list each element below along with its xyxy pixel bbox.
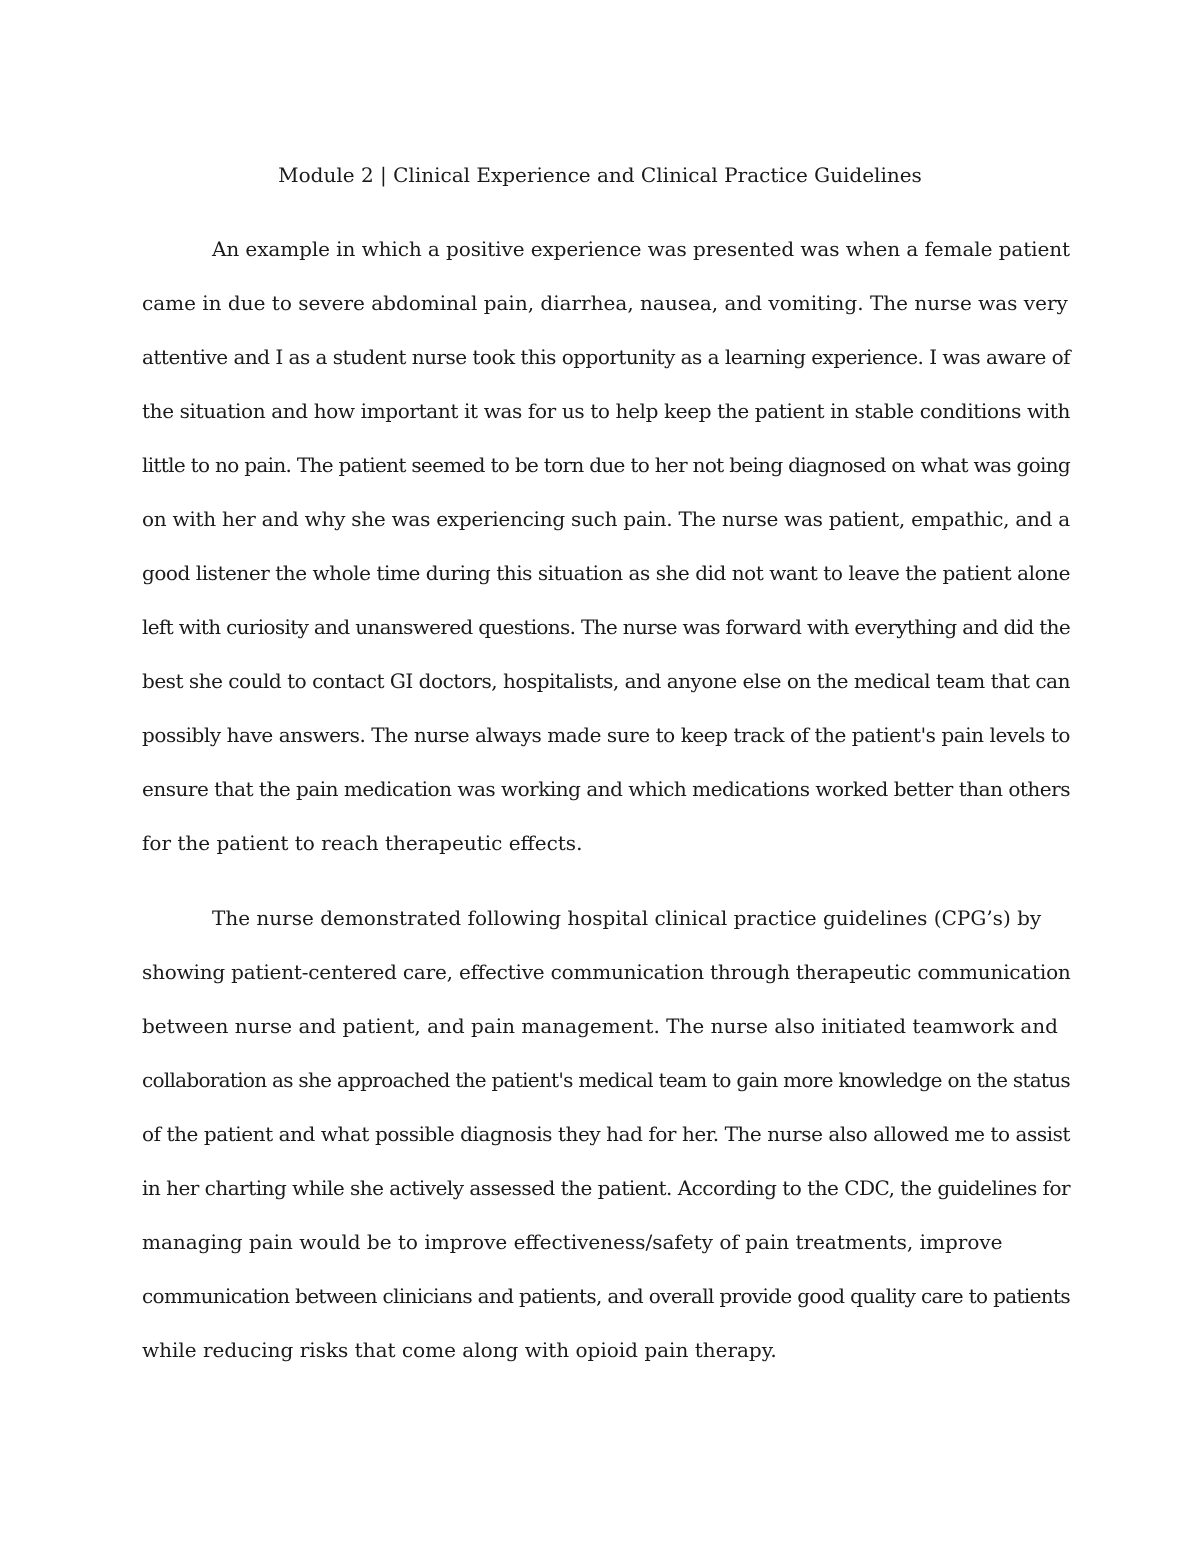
paragraph-line: while reducing risks that come along with opioid pain therapy. — [142, 1338, 777, 1362]
paragraph-line: ensure that the pain medication was working and which medications worked better than others — [142, 777, 1070, 801]
paragraph-line: came in due to severe abdominal pain, diarrhea, nausea, and vomiting. The nurse was very — [142, 291, 1068, 315]
paragraph-line: managing pain would be to improve effectiveness/safety of pain treatments, improve — [142, 1230, 1003, 1254]
paragraph-line: between nurse and patient, and pain management. The nurse also initiated teamwork and — [142, 1014, 1058, 1038]
paragraph-line: left with curiosity and unanswered questions. The nurse was forward with everything and did the — [142, 615, 1070, 639]
paragraph-1 — [142, 222, 1070, 870]
paragraph-line: The nurse demonstrated following hospital clinical practice guidelines (CPG’s) by — [212, 906, 1042, 930]
paragraph-line: little to no pain. The patient seemed to be torn due to her not being diagnosed on what was going — [142, 453, 1070, 477]
paragraph-line: attentive and I as a student nurse took this opportunity as a learning experience. I was aware of — [142, 345, 1071, 369]
paragraph-line: possibly have answers. The nurse always made sure to keep track of the patient's pain levels to — [142, 723, 1071, 747]
paragraph-line: the situation and how important it was for us to help keep the patient in stable conditions with — [142, 399, 1070, 423]
paragraph-line: for the patient to reach therapeutic effects. — [142, 831, 583, 855]
paragraph-line: on with her and why she was experiencing such pain. The nurse was patient, empathic, and a — [142, 507, 1070, 531]
paragraph-line: best she could to contact GI doctors, hospitalists, and anyone else on the medical team that can — [142, 669, 1070, 693]
paragraph-line: An example in which a positive experience was presented was when a female patient — [212, 237, 1070, 261]
paragraph-line: showing patient-centered care, effective communication through therapeutic communication — [142, 960, 1071, 984]
paragraph-line: in her charting while she actively assessed the patient. According to the CDC, the guidelines for — [142, 1176, 1071, 1200]
paragraph-line: of the patient and what possible diagnosis they had for her. The nurse also allowed me to assist — [142, 1122, 1071, 1146]
paragraph-line: good listener the whole time during this situation as she did not want to leave the patient alone — [142, 561, 1070, 585]
document-title: Module 2 | Clinical Experience and Clinical Practice Guidelines — [278, 163, 922, 187]
paragraph-line: communication between clinicians and patients, and overall provide good quality care to patients — [142, 1284, 1071, 1308]
paragraph-2 — [142, 891, 1071, 1377]
paragraph-line: collaboration as she approached the patient's medical team to gain more knowledge on the status — [142, 1068, 1070, 1092]
